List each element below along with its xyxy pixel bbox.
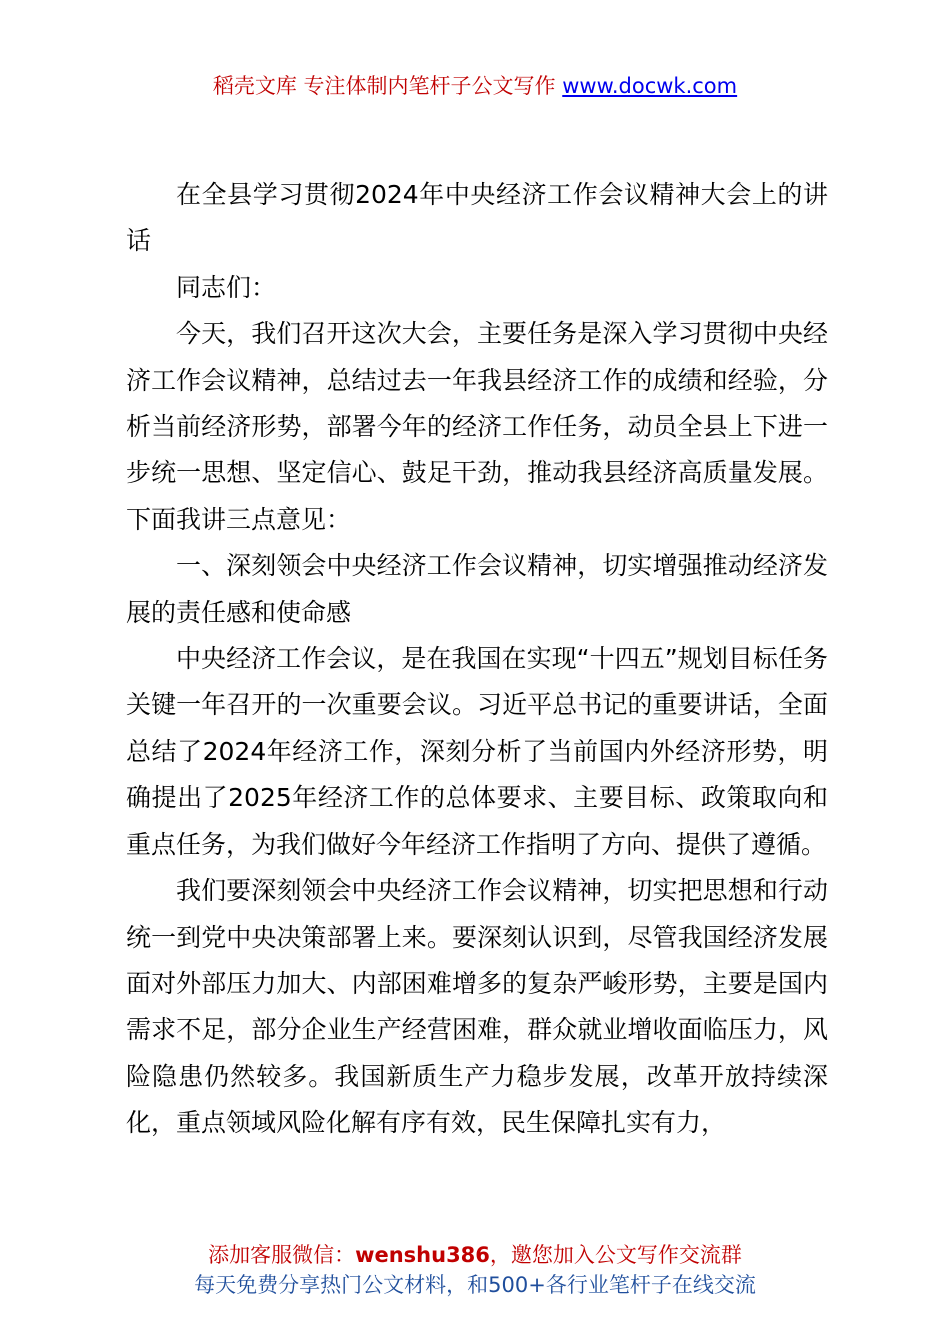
wechat-id: wenshu386 xyxy=(355,1243,490,1267)
paragraph-salutation: 同志们： xyxy=(176,272,277,302)
document-body xyxy=(126,172,828,1147)
footer-prefix: 添加客服微信： xyxy=(208,1243,356,1267)
watermark-header xyxy=(0,70,950,100)
promo-footer xyxy=(0,1240,950,1300)
paragraph-intro: 今天，我们召开这次大会，主要任务是深入学习贯彻中央经济工作会议精神，总结过去一年我县经济工作的成绩和经验，分析当前经济形势，部署今年的经济工作任务，动员全县上下进一步统一思想、坚定信心、鼓足干劲，推动我县经济高质量发展。下面我讲三点意见： xyxy=(126,319,828,534)
footer-suffix: ，邀您加入公文写作交流群 xyxy=(489,1243,742,1267)
footer-line-1 xyxy=(0,1240,950,1270)
website-link[interactable]: www.docwk.com xyxy=(562,74,738,98)
paragraph-body: 中央经济工作会议，是在我国在实现“十四五”规划目标任务关键一年召开的一次重要会议。习近平总书记的重要讲话，全面总结了2024年经济工作，深刻分析了当前国内外经济形势，明确提出了2025年经济工作的总体要求、主要目标、政策取向和重点任务，为我们做好今年经济工作指明了方向、提供了遵循。 xyxy=(126,644,828,859)
footer-line-2: 每天免费分享热门公文材料，和500+各行业笔杆子在线交流 xyxy=(194,1273,756,1297)
section-heading-1: 一、深刻领会中央经济工作会议精神，切实增强推动经济发展的责任感和使命感 xyxy=(126,551,828,627)
document-title: 在全县学习贯彻2024年中央经济工作会议精神大会上的讲话 xyxy=(126,180,828,256)
header-brand: 稻壳文库 专注体制内笔杆子公文写作 xyxy=(212,74,556,98)
paragraph-body: 我们要深刻领会中央经济工作会议精神，切实把思想和行动统一到党中央决策部署上来。要深刻认识到，尽管我国经济发展面对外部压力加大、内部困难增多的复杂严峻形势，主要是国内需求不足，部分企业生产经营困难，群众就业增收面临压力，风险隐患仍然较多。我国新质生产力稳步发展，改革开放持续深化，重点领域风险化解有序有效，民生保障扎实有力， xyxy=(126,876,828,1138)
